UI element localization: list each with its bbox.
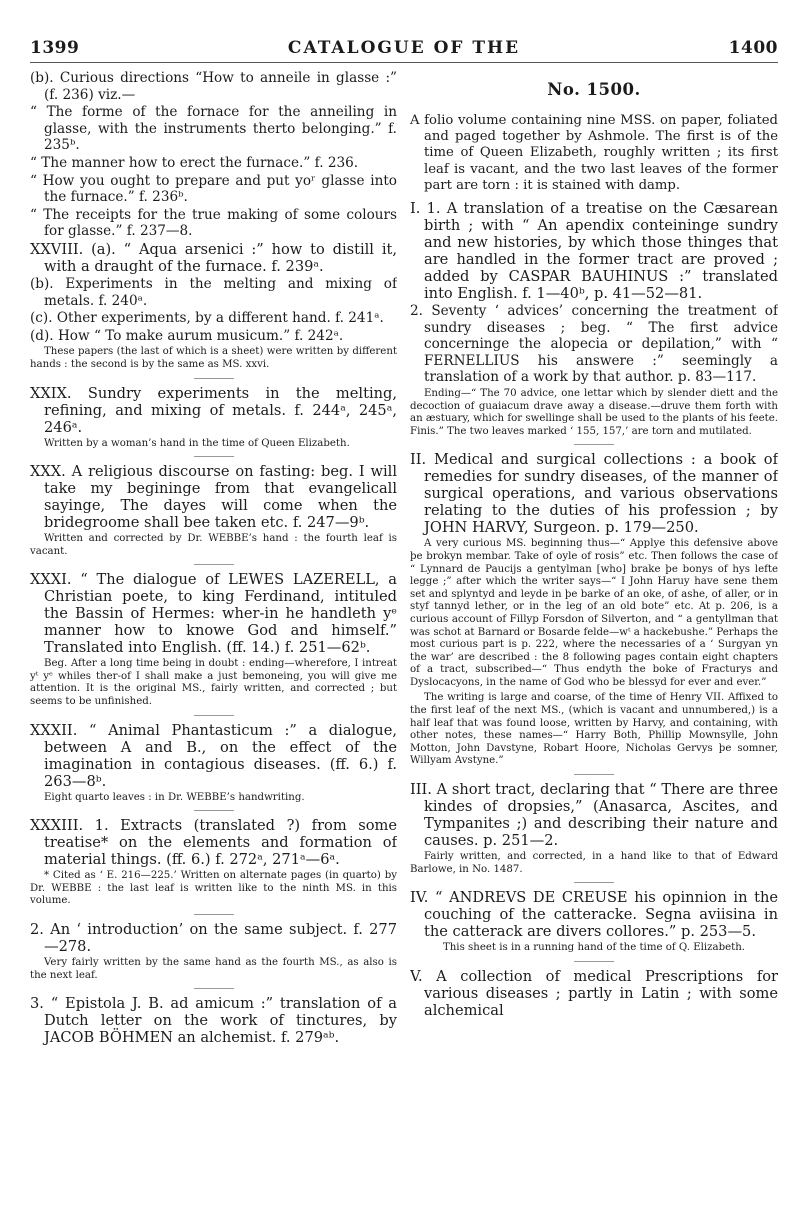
catalogue-entry: 2. An ‘ introduction’ on the same subject. f. 277 —278. — [30, 921, 397, 956]
entry-note: Written and corrected by Dr. WEBBE’s hand : the fourth leaf is vacant. — [30, 533, 397, 557]
volume-title: No. 1500. — [547, 80, 641, 99]
catalogue-entry: I. 1. A translation of a treatise on the Cæsarean birth ; with “ An apendix conteininge sundry and new histories, by which those thinges that are handled in the former tract are proved ; added by CASPAR BAUHINUS :” translated into English. f. 1—40ᵇ, p. 41—52—81. — [410, 200, 778, 303]
section-divider — [194, 564, 234, 565]
catalogue-entry: XXIX. Sundry experiments in the melting, refining, and mixing of metals. f. 244ᵃ, 245ᵃ, 246ᵃ. — [30, 384, 397, 436]
catalogue-entry: 3. “ Epistola J. B. ad amicum :” translation of a Dutch letter on the work of tinctures, by JACOB BÖHMEN an alchemist. f. 279ᵃᵇ. — [30, 995, 397, 1047]
volume-items — [410, 200, 778, 1019]
entry-note: Written by a woman’s hand in the time of Queen Elizabeth. — [44, 437, 350, 449]
page-number-right: 1400 — [728, 38, 778, 58]
running-title: CATALOGUE OF THE — [287, 38, 521, 58]
catalogue-entry: III. A short tract, declaring that “ There are three kindes of dropsies,” (Anasarca, Ascites, and Tympanites ;) and describing their nature and causes. p. 251—2. — [410, 781, 778, 850]
section-divider — [194, 456, 234, 457]
entry-note: Beg. After a long time being in doubt : ending—wherefore, I intreat yᵗ yᵉ whiles ther-of I shall make a just bemoneing, you will give me attention. It is the original MS., fairly written, and corrected ; but seems to be unfinished. — [30, 658, 397, 708]
section-divider — [194, 914, 234, 915]
catalogue-entry: XXXIII. 1. Extracts (translated ?) from some treatise* on the elements and formation of material things. (ff. 6.) f. 272ᵃ, 271ᵃ—6ᵃ. — [30, 817, 397, 869]
catalogue-entry: “ The manner how to erect the furnace.” f. 236. — [30, 154, 359, 171]
catalogue-entry: “ How you ought to prepare and put yoʳ glasse into the furnace.” f. 236ᵇ. — [30, 172, 397, 206]
section-divider — [574, 961, 614, 962]
section-divider — [574, 774, 614, 775]
catalogue-entry: II. Medical and surgical collections : a book of remedies for sundry diseases, of the manner of surgical operations, and various observations relating to the duties of his profession ; by JOHN HARVY, Surgeon. p. 179—250. — [410, 451, 778, 537]
catalogue-entry: (b). Experiments in the melting and mixing of metals. f. 240ᵃ. — [30, 275, 397, 309]
catalogue-entry: XXX. A religious discourse on fasting: beg. I will take my begininge from that evangelicall sayinge, The dayes will come when the bridegroome shall bee taken etc. f. 247—9ᵇ. — [30, 463, 397, 532]
entry-note: Fairly written, and corrected, in a hand like to that of Edward Barlowe, in No. 1487. — [410, 851, 778, 875]
catalogue-entry: 2. Seventy ‘ advices’ concerning the treatment of sundry diseases ; beg. “ The first advice concerninge the alopecia or depilation,” with “ FERNELLIUS his answere :” seemingly a translation of a work by that author. p. 83—117. — [410, 303, 778, 386]
entry-note: Very fairly written by the same hand as the fourth MS., as also is the next leaf. — [30, 957, 397, 981]
section-divider — [194, 988, 234, 989]
entry-note: This sheet is in a running hand of the time of Q. Elizabeth. — [442, 942, 746, 954]
section-divider — [574, 882, 614, 883]
catalogue-entry: “ The forme of the fornace for the anneiling in glasse, with the instruments therto belonging.” f. 235ᵇ. — [30, 104, 397, 154]
right-column — [410, 70, 778, 1200]
section-divider — [574, 444, 614, 445]
catalogue-entry: (b). Curious directions “How to anneile in glasse :” (f. 236) viz.— — [30, 70, 397, 103]
entry-note: A very curious MS. beginning thus—“ Applye this defensive above þe brokyn membar. Take of oyle of rosis” etc. Then follows the case of “ Lynnard de Paucijs a gentylman [who] brake þe bonys of hys lefte legge ;” after which the writer says—“ I John Haruy have sene them set and splyntyd and leyde in þe barke of an oke, of ashe, of aller, or in styf tannyd lether, or in the leg of an old bote” etc. At p. 206, is a curious account of Fillyp Forsdon of Silverton, and “ a gentyllman that was schot at Barnard or Bosarde felde—wᵗ a hackebushe.” Perhaps the most curious part is p. 222, where the necessaries of a ‘ Surgyan yn the war’ are described : the 8 following pages contain eight chapters of a tract, subscribed—“ Thus endyth the boke of Fracturys and Dyslocacyons, in the name of God who be blessyd for ever and ever.” — [410, 538, 778, 688]
volume-description: A folio volume containing nine MSS. on paper, foliated and paged together by Ashmole. The first is of the time of Queen Elizabeth, roughly written ; its first leaf is vacant, and the two last leaves of the former part are torn : it is stained with damp. — [410, 113, 778, 193]
section-divider — [194, 810, 234, 811]
catalogue-entry: (c). Other experiments, by a different hand. f. 241ᵃ. — [30, 310, 384, 327]
catalogue-entry: V. A collection of medical Prescriptions for various diseases ; partly in Latin ; with some alchemical — [410, 967, 778, 1019]
section-divider — [194, 378, 234, 379]
catalogue-entry: XXVIII. (a). “ Aqua arsenici :” how to distill it, with a draught of the furnace. f. 239ᵃ. — [30, 240, 397, 275]
catalogue-entry: XXXII. “ Animal Phantasticum :” a dialogue, between A and B., on the effect of the imagination in contagious diseases. (ff. 6.) f. 263—8ᵇ. — [30, 721, 397, 790]
entry-note: These papers (the last of which is a sheet) were written by different hands : the second is by the same as MS. xxvi. — [30, 346, 397, 370]
page-number-left: 1399 — [30, 38, 80, 58]
catalogue-entry: “ The receipts for the true making of some colours for glasse.” f. 237—8. — [30, 206, 397, 240]
catalogue-entry: (d). How “ To make aurum musicum.” f. 242ᵃ. — [30, 327, 344, 344]
left-column — [30, 70, 397, 1200]
entry-note: Eight quarto leaves : in Dr. WEBBE’s handwriting. — [44, 791, 305, 803]
catalogue-entry: IV. “ ANDREVS DE CREUSE his opinnion in the couching of the catteracke. Segna aviisina in the catterack are divers collores.” p. 253—5. — [410, 889, 778, 941]
page-header — [30, 38, 778, 63]
section-divider — [194, 715, 234, 716]
catalogue-entry: XXXI. “ The dialogue of LEWES LAZERELL, a Christian poete, to king Ferdinand, intituled the Bassin of Hermes: wher-in he handleth yᵉ manner how to knowe God and himself.” Translated into English. (ff. 14.) f. 251—62ᵇ. — [30, 571, 397, 657]
entry-note: Ending—“ The 70 advice, one lettar which by slender diett and the decoction of guaiacum drave away a disease.—druve them forth with an æstuary, which for swellinge shall be used to the plants of his feete. Finis.” The two leaves marked ‘ 155, 157,’ are torn and mutilated. — [410, 387, 778, 437]
entry-note: * Cited as ‘ E. 216—225.’ Written on alternate pages (in quarto) by Dr. WEBBE : the last leaf is written like to the ninth MS. in this volume. — [30, 870, 397, 907]
entry-note: The writing is large and coarse, of the time of Henry VII. Affixed to the first leaf of the next MS., (which is vacant and unnumbered,) is a half leaf that was found loose, written by Harvy, and containing, with other notes, these names—“ Harry Both, Phillip Mownsylle, John Motton, John Davstyne, Robart Hoore, Nicholas Gervys þe somner, Willyam Avstyne.” — [410, 692, 778, 767]
